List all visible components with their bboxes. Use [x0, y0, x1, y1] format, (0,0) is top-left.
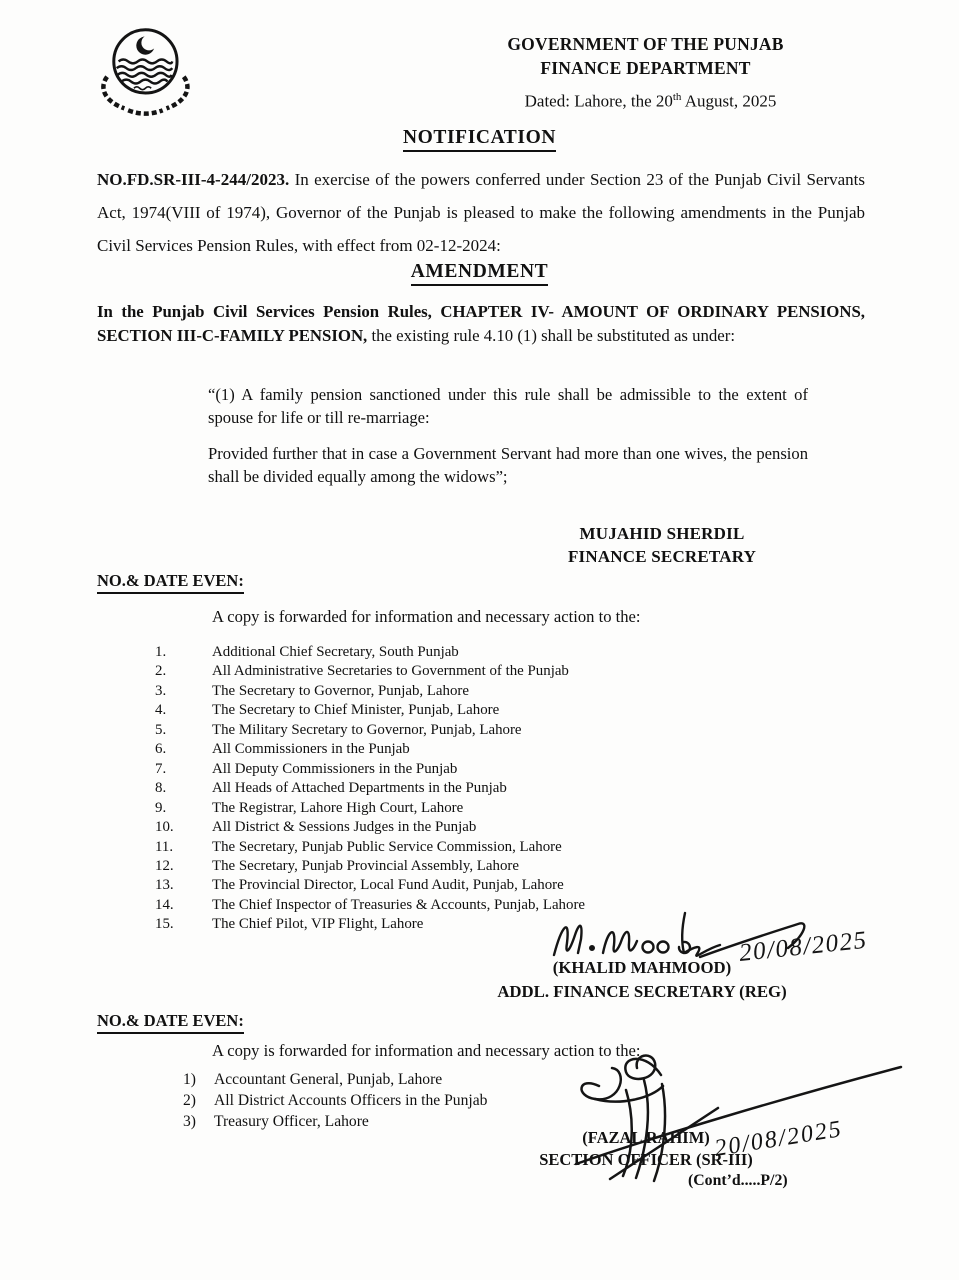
notification-text: In exercise of the powers conferred under Section 23 of the Punjab Civil Servants Act, 1974(VIII of 1974), Governor of the Punjab is pleased to make the following amendments in the Punjab Civil Services Pension Rules, with effect from 02-12-2024: [97, 170, 865, 255]
notification-heading: NOTIFICATION [403, 127, 556, 152]
finance-secretary-block [482, 523, 842, 568]
punjab-emblem-icon [86, 22, 201, 120]
amendment-heading-wrap [0, 261, 959, 286]
amendment-intro [97, 300, 865, 347]
list-item: 11. The Secretary, Punjab Public Service Commission, Lahore [155, 838, 562, 855]
signature-khalid-mahmood-icon [548, 903, 883, 975]
date-line: Dated: Lahore, the 20th August, 2025 [524, 91, 777, 111]
list-item: 10. All District & Sessions Judges in the Punjab [155, 819, 477, 836]
substituted-rule-quote [208, 383, 808, 501]
amendment-heading: AMENDMENT [411, 261, 549, 286]
addl-finance-secretary-title: ADDL. FINANCE SECRETARY (REG) [497, 981, 787, 1001]
section-officer-name: (FAZAL RAHIM) [582, 1128, 710, 1147]
list-item: 12. The Secretary, Punjab Provincial Assembly, Lahore [155, 857, 519, 874]
list-item: 14. The Chief Inspector of Treasuries & Accounts, Punjab, Lahore [155, 896, 586, 913]
list-item: 9. The Registrar, Lahore High Court, Lahore [155, 799, 464, 816]
amendment-intro-bold: In the Punjab Civil Services Pension Rules, CHAPTER IV- AMOUNT OF ORDINARY PENSIONS, SECTION III-C-FAMILY PENSION, [97, 302, 865, 345]
list-item: 1) Accountant General, Punjab, Lahore [183, 1071, 443, 1088]
handwritten-date-1: 20/08/2025 [737, 926, 869, 967]
list-item: 2. All Administrative Secretaries to Government of the Punjab [155, 663, 569, 680]
notification-body [97, 164, 865, 262]
org-name: GOVERNMENT OF THE PUNJAB [507, 34, 784, 54]
distribution1-intro: A copy is forwarded for information and necessary action to the: [212, 607, 641, 626]
list-item: 4. The Secretary to Chief Minister, Punjab, Lahore [155, 702, 500, 719]
finance-secretary-title: FINANCE SECRETARY [567, 546, 757, 566]
handwritten-date-2: 20/08/2025 [712, 1116, 845, 1162]
list-item: 3) Treasury Officer, Lahore [183, 1112, 369, 1130]
list-item: 7. All Deputy Commissioners in the Punjab [155, 760, 458, 777]
distribution1-heading: NO.& DATE EVEN: [97, 571, 244, 594]
continuation-note: (Cont’d.....P/2) [688, 1172, 788, 1189]
list-item: 13. The Provincial Director, Local Fund Audit, Punjab, Lahore [155, 877, 564, 894]
letterhead [463, 32, 828, 80]
distribution2-heading: NO.& DATE EVEN: [97, 1011, 244, 1034]
distribution1-list [155, 643, 585, 935]
section-officer-title: SECTION OFFICER (SR-III) [539, 1149, 753, 1169]
reference-number: NO.FD.SR-III-4-244/2023. [97, 170, 290, 189]
list-item: 8. All Heads of Attached Departments in the Punjab [155, 780, 507, 797]
finance-secretary-name: MUJAHID SHERDIL [579, 524, 745, 543]
addl-finance-secretary-name: (KHALID MAHMOOD) [552, 958, 732, 977]
quote-paragraph-1: “(1) A family pension sanctioned under this rule shall be admissible to the extent of spouse for life or till re-marriage: [208, 385, 808, 427]
list-item: 15. The Chief Pilot, VIP Flight, Lahore [155, 916, 424, 933]
list-item: 1. Additional Chief Secretary, South Punjab [155, 644, 459, 660]
list-item: 6. All Commissioners in the Punjab [155, 741, 410, 758]
date-ordinal: th [672, 91, 682, 103]
notification-heading-wrap [0, 127, 959, 152]
list-item: 3. The Secretary to Governor, Punjab, Lahore [155, 682, 470, 699]
department-name: FINANCE DEPARTMENT [540, 58, 751, 78]
distribution2-list [183, 1070, 487, 1132]
amendment-intro-rest: the existing rule 4.10 (1) shall be substituted as under: [367, 325, 735, 345]
quote-paragraph-2: Provided further that in case a Government Servant had more than one wives, the pension shall be divided equally among the widows”; [208, 444, 808, 486]
list-item: 2) All District Accounts Officers in the Punjab [183, 1091, 488, 1109]
list-item: 5. The Military Secretary to Governor, Punjab, Lahore [155, 721, 522, 738]
distribution2-intro: A copy is forwarded for information and necessary action to the: [212, 1041, 641, 1060]
